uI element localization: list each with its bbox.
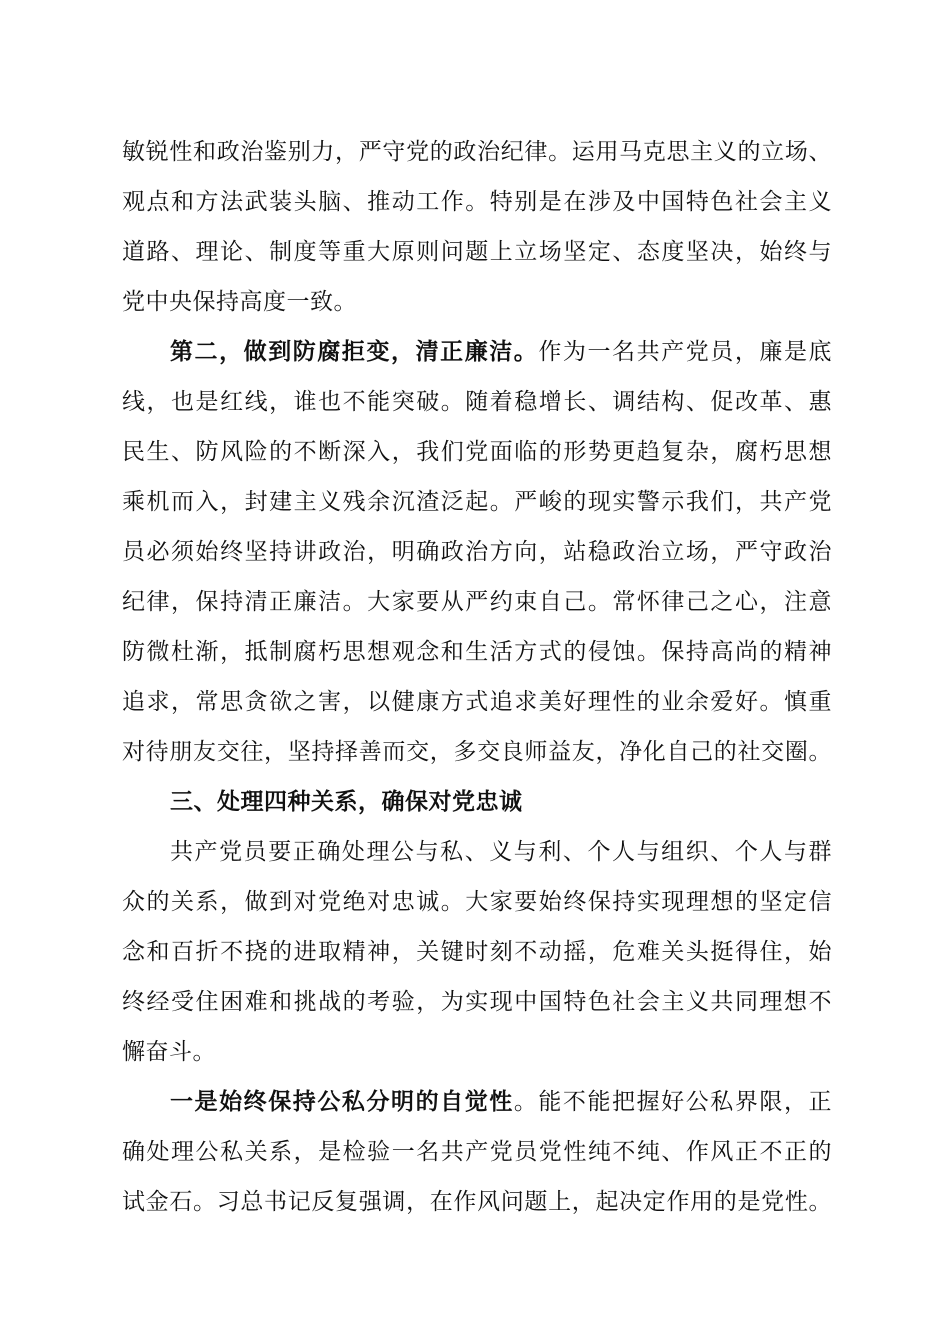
paragraph-2-line-3: 民生、防风险的不断深入，我们党面临的形势更趋复杂，腐朽思想: [122, 439, 832, 465]
paragraph-3-line-3: 念和百折不挠的进取精神，关键时刻不动摇，危难关头挺得住，始: [122, 939, 832, 965]
paragraph-2-line-4: 乘机而入，封建主义残余沉渣泛起。严峻的现实警示我们，共产党: [122, 489, 832, 515]
paragraph-2-lead: 第二，做到防腐拒变，清正廉洁。: [170, 339, 539, 365]
paragraph-3-line-2: 众的关系，做到对党绝对忠诚。大家要始终保持实现理想的坚定信: [122, 889, 832, 915]
paragraph-4-line-2: 确处理公私关系，是检验一名共产党员党性纯不纯、作风正不正的: [122, 1139, 832, 1165]
paragraph-2-line-9: 对待朋友交往，坚持择善而交，多交良师益友，净化自己的社交圈。: [122, 739, 832, 765]
paragraph-4-line-1: [170, 1082, 832, 1122]
paragraph-1-line-4: 党中央保持高度一致。: [122, 289, 357, 315]
paragraph-1-line-3: 道路、理论、制度等重大原则问题上立场坚定、态度坚决，始终与: [122, 239, 832, 265]
paragraph-2-line-8: 追求，常思贪欲之害，以健康方式追求美好理性的业余爱好。慎重: [122, 689, 832, 715]
paragraph-3-line-5: 懈奋斗。: [122, 1039, 216, 1065]
paragraph-2-line-7: 防微杜渐，抵制腐朽思想观念和生活方式的侵蚀。保持高尚的精神: [122, 639, 832, 665]
paragraph-1-line-2: 观点和方法武装头脑、推动工作。特别是在涉及中国特色社会主义: [122, 189, 832, 215]
paragraph-2-line-6: 纪律，保持清正廉洁。大家要从严约束自己。常怀律己之心，注意: [122, 589, 832, 615]
paragraph-2-line-2: 线，也是红线，谁也不能突破。随着稳增长、调结构、促改革、惠: [122, 389, 832, 415]
paragraph-1-line-1: 敏锐性和政治鉴别力，严守党的政治纪律。运用马克思主义的立场、: [122, 139, 832, 165]
paragraph-4-line-3: 试金石。习总书记反复强调，在作风问题上，起决定作用的是党性。: [122, 1189, 832, 1215]
paragraph-2-line-5: 员必须始终坚持讲政治，明确政治方向，站稳政治立场，严守政治: [122, 539, 832, 565]
paragraph-2-line-1-rest: 作为一名共产党员，廉是底: [538, 339, 833, 365]
paragraph-3-line-1: 共产党员要正确处理公与私、义与利、个人与组织、个人与群: [170, 839, 832, 865]
paragraph-4-lead: 一是始终保持公私分明的自觉性: [170, 1089, 514, 1115]
paragraph-3-line-4: 终经受住困难和挑战的考验，为实现中国特色社会主义共同理想不: [122, 989, 832, 1015]
paragraph-2-line-1: [170, 332, 832, 372]
section-heading-3: 三、处理四种关系，确保对党忠诚: [170, 789, 523, 815]
paragraph-4-line-1-rest: 。能不能把握好公私界限，正: [513, 1089, 833, 1115]
